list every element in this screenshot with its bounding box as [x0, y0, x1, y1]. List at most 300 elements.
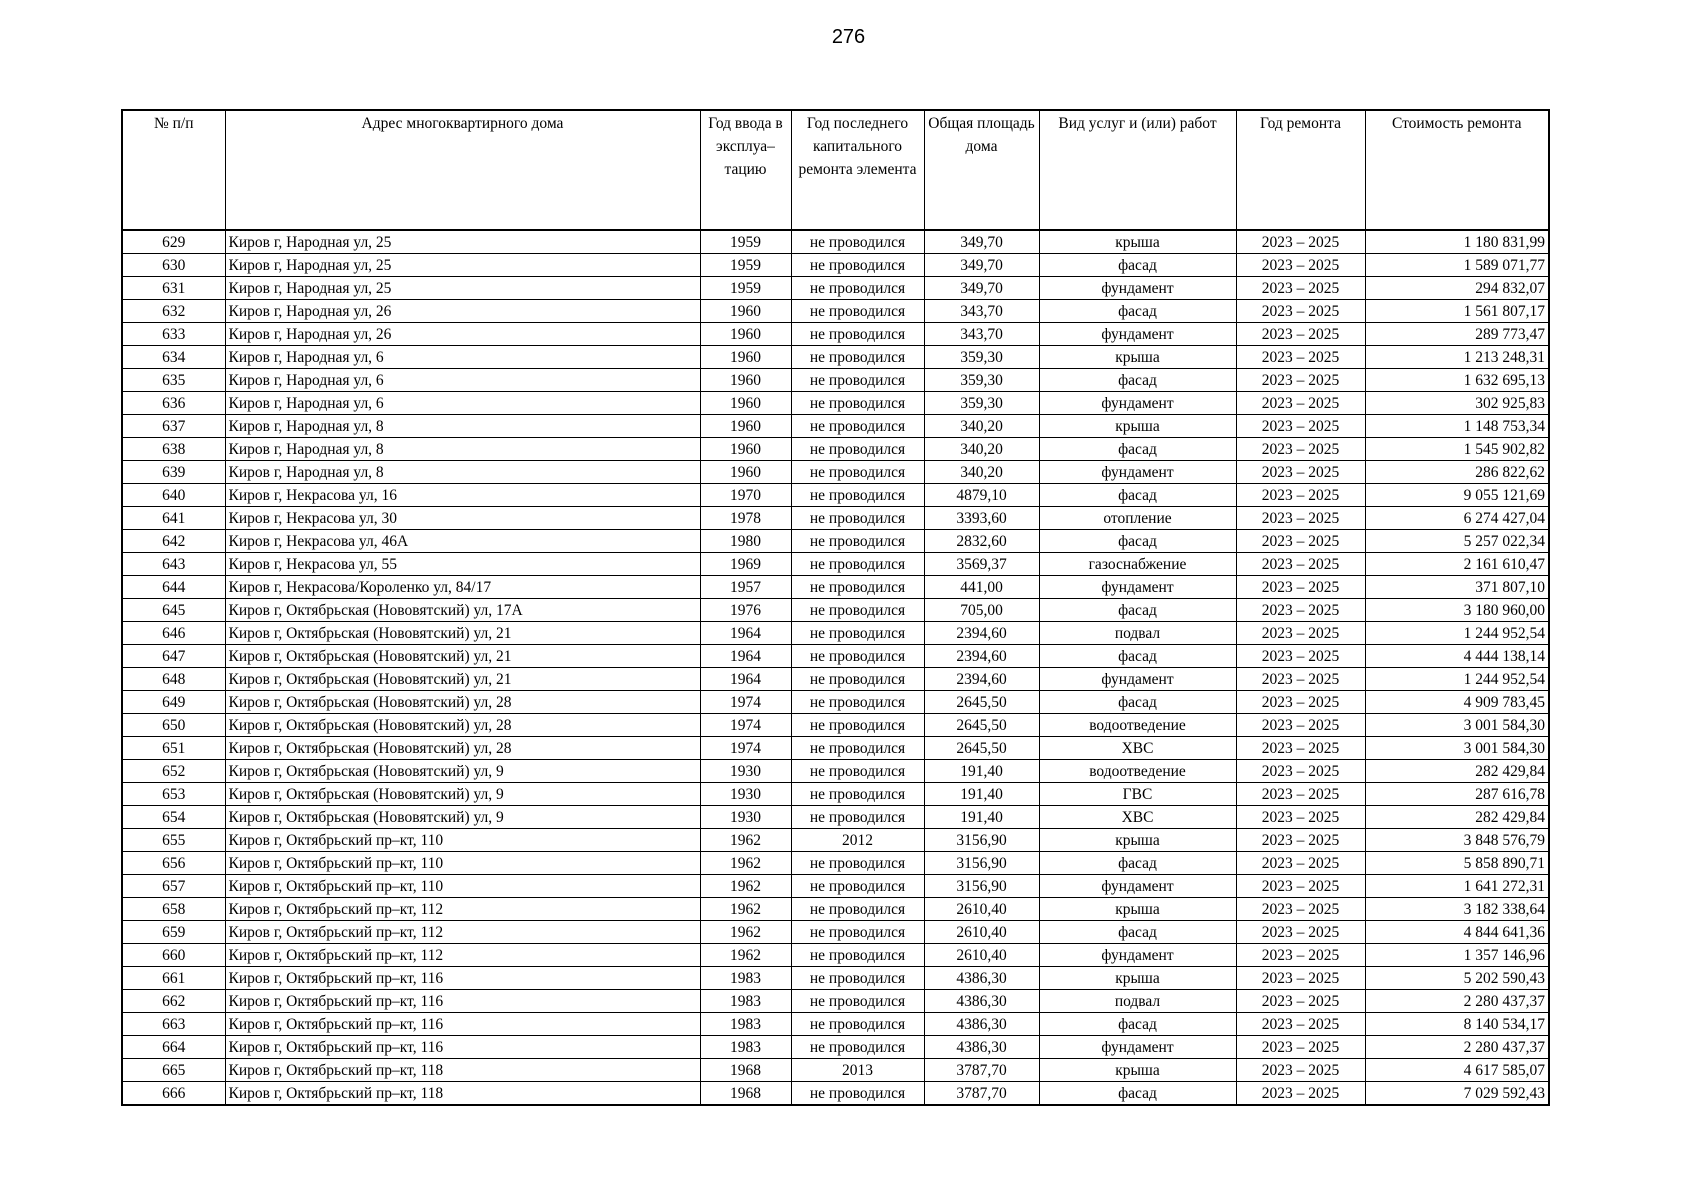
table-body [122, 230, 1549, 1105]
cell-last-repair: не проводился [791, 921, 924, 944]
cell-work-type: фасад [1039, 599, 1236, 622]
cell-last-repair: не проводился [791, 967, 924, 990]
cell-address: Киров г, Народная ул, 25 [225, 277, 700, 300]
cell-work-type: фасад [1039, 645, 1236, 668]
cell-num: 651 [122, 737, 225, 760]
cell-year-built: 1962 [700, 829, 791, 852]
table-row [122, 369, 1549, 392]
cell-repair-period: 2023 – 2025 [1236, 1036, 1365, 1059]
cell-area: 2645,50 [924, 737, 1039, 760]
cell-cost: 1 545 902,82 [1365, 438, 1549, 461]
cell-address: Киров г, Октябрьский пр–кт, 116 [225, 1036, 700, 1059]
cell-repair-period: 2023 – 2025 [1236, 599, 1365, 622]
table-row [122, 1059, 1549, 1082]
cell-last-repair: не проводился [791, 760, 924, 783]
cell-num: 649 [122, 691, 225, 714]
header-area: Общая площадь дома [924, 110, 1039, 230]
cell-last-repair: не проводился [791, 714, 924, 737]
cell-address: Киров г, Октябрьская (Нововятский) ул, 28 [225, 714, 700, 737]
cell-last-repair: не проводился [791, 369, 924, 392]
cell-cost: 7 029 592,43 [1365, 1082, 1549, 1106]
cell-repair-period: 2023 – 2025 [1236, 553, 1365, 576]
cell-num: 660 [122, 944, 225, 967]
cell-work-type: подвал [1039, 622, 1236, 645]
header-address: Адрес многоквартирного дома [225, 110, 700, 230]
cell-year-built: 1960 [700, 346, 791, 369]
cell-year-built: 1962 [700, 875, 791, 898]
cell-address: Киров г, Октябрьская (Нововятский) ул, 21 [225, 622, 700, 645]
cell-num: 650 [122, 714, 225, 737]
cell-address: Киров г, Октябрьская (Нововятский) ул, 21 [225, 668, 700, 691]
cell-repair-period: 2023 – 2025 [1236, 392, 1365, 415]
cell-address: Киров г, Народная ул, 25 [225, 230, 700, 254]
cell-last-repair: не проводился [791, 737, 924, 760]
cell-area: 4386,30 [924, 1036, 1039, 1059]
cell-num: 644 [122, 576, 225, 599]
cell-last-repair: не проводился [791, 323, 924, 346]
cell-last-repair: не проводился [791, 415, 924, 438]
cell-area: 3156,90 [924, 875, 1039, 898]
cell-work-type: фасад [1039, 852, 1236, 875]
cell-num: 664 [122, 1036, 225, 1059]
table-row [122, 1082, 1549, 1106]
table-row [122, 230, 1549, 254]
cell-cost: 2 280 437,37 [1365, 990, 1549, 1013]
cell-repair-period: 2023 – 2025 [1236, 921, 1365, 944]
cell-work-type: ХВС [1039, 737, 1236, 760]
cell-cost: 4 844 641,36 [1365, 921, 1549, 944]
cell-cost: 2 161 610,47 [1365, 553, 1549, 576]
cell-num: 655 [122, 829, 225, 852]
cell-cost: 1 357 146,96 [1365, 944, 1549, 967]
cell-year-built: 1983 [700, 1013, 791, 1036]
cell-work-type: фасад [1039, 530, 1236, 553]
cell-cost: 4 617 585,07 [1365, 1059, 1549, 1082]
cell-cost: 289 773,47 [1365, 323, 1549, 346]
cell-work-type: фундамент [1039, 576, 1236, 599]
cell-last-repair: не проводился [791, 346, 924, 369]
header-cost: Стоимость ремонта [1365, 110, 1549, 230]
cell-cost: 1 632 695,13 [1365, 369, 1549, 392]
cell-num: 636 [122, 392, 225, 415]
cell-address: Киров г, Народная ул, 26 [225, 300, 700, 323]
table-row [122, 277, 1549, 300]
cell-last-repair: 2012 [791, 829, 924, 852]
cell-work-type: фундамент [1039, 323, 1236, 346]
cell-year-built: 1978 [700, 507, 791, 530]
cell-address: Киров г, Народная ул, 8 [225, 415, 700, 438]
cell-repair-period: 2023 – 2025 [1236, 852, 1365, 875]
header-num: № п/п [122, 110, 225, 230]
table-row [122, 668, 1549, 691]
table-row [122, 484, 1549, 507]
header-work-type: Вид услуг и (или) работ [1039, 110, 1236, 230]
cell-work-type: фасад [1039, 921, 1236, 944]
cell-area: 441,00 [924, 576, 1039, 599]
cell-area: 3787,70 [924, 1059, 1039, 1082]
cell-address: Киров г, Октябрьская (Нововятский) ул, 17А [225, 599, 700, 622]
cell-num: 647 [122, 645, 225, 668]
cell-cost: 3 001 584,30 [1365, 714, 1549, 737]
cell-area: 3156,90 [924, 829, 1039, 852]
cell-year-built: 1960 [700, 415, 791, 438]
table-row [122, 323, 1549, 346]
cell-work-type: крыша [1039, 1059, 1236, 1082]
cell-num: 640 [122, 484, 225, 507]
cell-last-repair: не проводился [791, 1082, 924, 1106]
cell-num: 645 [122, 599, 225, 622]
table-row [122, 944, 1549, 967]
cell-area: 191,40 [924, 783, 1039, 806]
cell-cost: 1 589 071,77 [1365, 254, 1549, 277]
cell-num: 656 [122, 852, 225, 875]
cell-last-repair: не проводился [791, 461, 924, 484]
cell-work-type: фундамент [1039, 668, 1236, 691]
cell-year-built: 1983 [700, 990, 791, 1013]
cell-repair-period: 2023 – 2025 [1236, 714, 1365, 737]
cell-year-built: 1960 [700, 369, 791, 392]
cell-area: 359,30 [924, 369, 1039, 392]
cell-repair-period: 2023 – 2025 [1236, 967, 1365, 990]
cell-area: 4386,30 [924, 1013, 1039, 1036]
cell-num: 631 [122, 277, 225, 300]
cell-cost: 3 848 576,79 [1365, 829, 1549, 852]
cell-last-repair: не проводился [791, 990, 924, 1013]
cell-num: 654 [122, 806, 225, 829]
cell-num: 642 [122, 530, 225, 553]
cell-last-repair: не проводился [791, 898, 924, 921]
cell-year-built: 1960 [700, 461, 791, 484]
cell-area: 705,00 [924, 599, 1039, 622]
cell-num: 662 [122, 990, 225, 1013]
cell-area: 343,70 [924, 323, 1039, 346]
cell-last-repair: не проводился [791, 254, 924, 277]
cell-cost: 286 822,62 [1365, 461, 1549, 484]
cell-address: Киров г, Народная ул, 25 [225, 254, 700, 277]
cell-work-type: отопление [1039, 507, 1236, 530]
cell-address: Киров г, Октябрьская (Нововятский) ул, 9 [225, 806, 700, 829]
cell-num: 643 [122, 553, 225, 576]
cell-repair-period: 2023 – 2025 [1236, 346, 1365, 369]
cell-year-built: 1968 [700, 1059, 791, 1082]
table-row [122, 346, 1549, 369]
cell-num: 661 [122, 967, 225, 990]
cell-year-built: 1930 [700, 783, 791, 806]
cell-last-repair: не проводился [791, 645, 924, 668]
cell-num: 632 [122, 300, 225, 323]
table-row [122, 645, 1549, 668]
cell-year-built: 1930 [700, 806, 791, 829]
cell-cost: 9 055 121,69 [1365, 484, 1549, 507]
cell-repair-period: 2023 – 2025 [1236, 1059, 1365, 1082]
cell-repair-period: 2023 – 2025 [1236, 530, 1365, 553]
cell-num: 633 [122, 323, 225, 346]
cell-year-built: 1962 [700, 898, 791, 921]
cell-work-type: фундамент [1039, 277, 1236, 300]
cell-last-repair: не проводился [791, 1036, 924, 1059]
cell-year-built: 1969 [700, 553, 791, 576]
cell-repair-period: 2023 – 2025 [1236, 668, 1365, 691]
cell-last-repair: не проводился [791, 622, 924, 645]
cell-cost: 294 832,07 [1365, 277, 1549, 300]
cell-address: Киров г, Октябрьский пр–кт, 116 [225, 1013, 700, 1036]
cell-repair-period: 2023 – 2025 [1236, 277, 1365, 300]
cell-work-type: фасад [1039, 691, 1236, 714]
table-row [122, 1036, 1549, 1059]
cell-cost: 1 641 272,31 [1365, 875, 1549, 898]
cell-year-built: 1964 [700, 645, 791, 668]
cell-work-type: фасад [1039, 1082, 1236, 1106]
cell-repair-period: 2023 – 2025 [1236, 507, 1365, 530]
cell-address: Киров г, Октябрьская (Нововятский) ул, 9 [225, 760, 700, 783]
table-row [122, 254, 1549, 277]
cell-address: Киров г, Народная ул, 6 [225, 392, 700, 415]
cell-repair-period: 2023 – 2025 [1236, 484, 1365, 507]
cell-area: 2645,50 [924, 714, 1039, 737]
cell-repair-period: 2023 – 2025 [1236, 461, 1365, 484]
cell-last-repair: не проводился [791, 484, 924, 507]
cell-address: Киров г, Народная ул, 6 [225, 369, 700, 392]
cell-address: Киров г, Октябрьская (Нововятский) ул, 21 [225, 645, 700, 668]
cell-last-repair: не проводился [791, 300, 924, 323]
cell-num: 657 [122, 875, 225, 898]
cell-year-built: 1960 [700, 300, 791, 323]
cell-area: 2394,60 [924, 668, 1039, 691]
table-row [122, 300, 1549, 323]
cell-work-type: фасад [1039, 300, 1236, 323]
cell-area: 349,70 [924, 254, 1039, 277]
cell-repair-period: 2023 – 2025 [1236, 576, 1365, 599]
table-row [122, 898, 1549, 921]
cell-last-repair: не проводился [791, 392, 924, 415]
cell-year-built: 1964 [700, 668, 791, 691]
cell-year-built: 1974 [700, 714, 791, 737]
cell-area: 2610,40 [924, 898, 1039, 921]
cell-area: 3393,60 [924, 507, 1039, 530]
cell-repair-period: 2023 – 2025 [1236, 300, 1365, 323]
cell-year-built: 1983 [700, 967, 791, 990]
cell-last-repair: не проводился [791, 507, 924, 530]
cell-year-built: 1974 [700, 691, 791, 714]
cell-cost: 1 213 248,31 [1365, 346, 1549, 369]
cell-year-built: 1983 [700, 1036, 791, 1059]
cell-area: 340,20 [924, 415, 1039, 438]
cell-work-type: фасад [1039, 369, 1236, 392]
cell-work-type: газоснабжение [1039, 553, 1236, 576]
cell-year-built: 1930 [700, 760, 791, 783]
cell-year-built: 1959 [700, 254, 791, 277]
cell-cost: 1 148 753,34 [1365, 415, 1549, 438]
cell-work-type: фундамент [1039, 875, 1236, 898]
cell-address: Киров г, Октябрьский пр–кт, 116 [225, 990, 700, 1013]
cell-repair-period: 2023 – 2025 [1236, 438, 1365, 461]
table-row [122, 875, 1549, 898]
cell-cost: 4 909 783,45 [1365, 691, 1549, 714]
cell-last-repair: не проводился [791, 530, 924, 553]
cell-work-type: ХВС [1039, 806, 1236, 829]
cell-repair-period: 2023 – 2025 [1236, 760, 1365, 783]
cell-repair-period: 2023 – 2025 [1236, 622, 1365, 645]
cell-repair-period: 2023 – 2025 [1236, 875, 1365, 898]
cell-repair-period: 2023 – 2025 [1236, 369, 1365, 392]
table-header [122, 110, 1549, 230]
repair-table [121, 109, 1550, 1106]
cell-cost: 371 807,10 [1365, 576, 1549, 599]
cell-year-built: 1960 [700, 438, 791, 461]
cell-work-type: крыша [1039, 346, 1236, 369]
cell-repair-period: 2023 – 2025 [1236, 1082, 1365, 1106]
cell-cost: 1 180 831,99 [1365, 230, 1549, 254]
cell-repair-period: 2023 – 2025 [1236, 645, 1365, 668]
cell-area: 2832,60 [924, 530, 1039, 553]
cell-num: 659 [122, 921, 225, 944]
cell-cost: 287 616,78 [1365, 783, 1549, 806]
cell-area: 4386,30 [924, 967, 1039, 990]
cell-cost: 4 444 138,14 [1365, 645, 1549, 668]
cell-address: Киров г, Октябрьский пр–кт, 118 [225, 1082, 700, 1106]
table-row [122, 806, 1549, 829]
cell-work-type: крыша [1039, 967, 1236, 990]
cell-num: 634 [122, 346, 225, 369]
table-row [122, 622, 1549, 645]
cell-address: Киров г, Октябрьская (Нововятский) ул, 28 [225, 691, 700, 714]
cell-area: 2610,40 [924, 921, 1039, 944]
cell-num: 638 [122, 438, 225, 461]
cell-last-repair: не проводился [791, 1013, 924, 1036]
cell-year-built: 1970 [700, 484, 791, 507]
cell-cost: 302 925,83 [1365, 392, 1549, 415]
table-row [122, 921, 1549, 944]
cell-work-type: фасад [1039, 484, 1236, 507]
cell-work-type: фасад [1039, 1013, 1236, 1036]
cell-repair-period: 2023 – 2025 [1236, 691, 1365, 714]
table-row [122, 1013, 1549, 1036]
cell-address: Киров г, Некрасова ул, 46А [225, 530, 700, 553]
cell-area: 2394,60 [924, 622, 1039, 645]
cell-num: 629 [122, 230, 225, 254]
cell-last-repair: не проводился [791, 438, 924, 461]
header-repair-period: Год ремонта [1236, 110, 1365, 230]
cell-year-built: 1962 [700, 921, 791, 944]
table-row [122, 553, 1549, 576]
cell-area: 4879,10 [924, 484, 1039, 507]
cell-last-repair: не проводился [791, 875, 924, 898]
cell-address: Киров г, Октябрьский пр–кт, 112 [225, 944, 700, 967]
cell-last-repair: не проводился [791, 277, 924, 300]
table-row [122, 507, 1549, 530]
cell-area: 3569,37 [924, 553, 1039, 576]
cell-year-built: 1974 [700, 737, 791, 760]
cell-area: 191,40 [924, 806, 1039, 829]
cell-repair-period: 2023 – 2025 [1236, 415, 1365, 438]
table-row [122, 415, 1549, 438]
cell-last-repair: не проводился [791, 691, 924, 714]
cell-area: 349,70 [924, 230, 1039, 254]
cell-cost: 5 202 590,43 [1365, 967, 1549, 990]
cell-num: 652 [122, 760, 225, 783]
cell-year-built: 1960 [700, 323, 791, 346]
cell-year-built: 1980 [700, 530, 791, 553]
cell-address: Киров г, Народная ул, 8 [225, 461, 700, 484]
cell-cost: 282 429,84 [1365, 806, 1549, 829]
table-row [122, 967, 1549, 990]
cell-num: 639 [122, 461, 225, 484]
cell-cost: 5 858 890,71 [1365, 852, 1549, 875]
cell-address: Киров г, Октябрьская (Нововятский) ул, 9 [225, 783, 700, 806]
table-row [122, 852, 1549, 875]
table-row [122, 691, 1549, 714]
cell-address: Киров г, Октябрьский пр–кт, 112 [225, 921, 700, 944]
cell-num: 658 [122, 898, 225, 921]
cell-work-type: фасад [1039, 254, 1236, 277]
table-row [122, 737, 1549, 760]
cell-address: Киров г, Октябрьский пр–кт, 110 [225, 852, 700, 875]
cell-repair-period: 2023 – 2025 [1236, 737, 1365, 760]
cell-area: 2610,40 [924, 944, 1039, 967]
cell-area: 340,20 [924, 461, 1039, 484]
cell-last-repair: не проводился [791, 944, 924, 967]
cell-work-type: фундамент [1039, 944, 1236, 967]
cell-repair-period: 2023 – 2025 [1236, 990, 1365, 1013]
cell-cost: 5 257 022,34 [1365, 530, 1549, 553]
cell-work-type: крыша [1039, 829, 1236, 852]
cell-area: 4386,30 [924, 990, 1039, 1013]
cell-area: 359,30 [924, 346, 1039, 369]
cell-repair-period: 2023 – 2025 [1236, 783, 1365, 806]
cell-cost: 3 180 960,00 [1365, 599, 1549, 622]
cell-address: Киров г, Некрасова ул, 30 [225, 507, 700, 530]
cell-work-type: водоотведение [1039, 714, 1236, 737]
cell-year-built: 1960 [700, 392, 791, 415]
cell-num: 653 [122, 783, 225, 806]
table-row [122, 461, 1549, 484]
cell-last-repair: не проводился [791, 783, 924, 806]
cell-num: 635 [122, 369, 225, 392]
cell-repair-period: 2023 – 2025 [1236, 230, 1365, 254]
cell-year-built: 1962 [700, 944, 791, 967]
cell-num: 665 [122, 1059, 225, 1082]
cell-last-repair: 2013 [791, 1059, 924, 1082]
cell-cost: 1 244 952,54 [1365, 668, 1549, 691]
cell-area: 2645,50 [924, 691, 1039, 714]
table-row [122, 714, 1549, 737]
table-row [122, 990, 1549, 1013]
cell-cost: 1 244 952,54 [1365, 622, 1549, 645]
cell-cost: 2 280 437,37 [1365, 1036, 1549, 1059]
table-row [122, 599, 1549, 622]
cell-cost: 8 140 534,17 [1365, 1013, 1549, 1036]
cell-year-built: 1959 [700, 230, 791, 254]
cell-work-type: ГВС [1039, 783, 1236, 806]
cell-cost: 6 274 427,04 [1365, 507, 1549, 530]
cell-cost: 3 182 338,64 [1365, 898, 1549, 921]
cell-cost: 3 001 584,30 [1365, 737, 1549, 760]
cell-work-type: фундамент [1039, 1036, 1236, 1059]
cell-work-type: фасад [1039, 438, 1236, 461]
cell-address: Киров г, Октябрьский пр–кт, 118 [225, 1059, 700, 1082]
cell-repair-period: 2023 – 2025 [1236, 323, 1365, 346]
cell-work-type: водоотведение [1039, 760, 1236, 783]
cell-work-type: фундамент [1039, 392, 1236, 415]
cell-address: Киров г, Некрасова/Короленко ул, 84/17 [225, 576, 700, 599]
cell-repair-period: 2023 – 2025 [1236, 1013, 1365, 1036]
cell-last-repair: не проводился [791, 230, 924, 254]
table-row [122, 783, 1549, 806]
cell-address: Киров г, Октябрьский пр–кт, 110 [225, 829, 700, 852]
cell-last-repair: не проводился [791, 852, 924, 875]
cell-work-type: фундамент [1039, 461, 1236, 484]
table-row [122, 438, 1549, 461]
